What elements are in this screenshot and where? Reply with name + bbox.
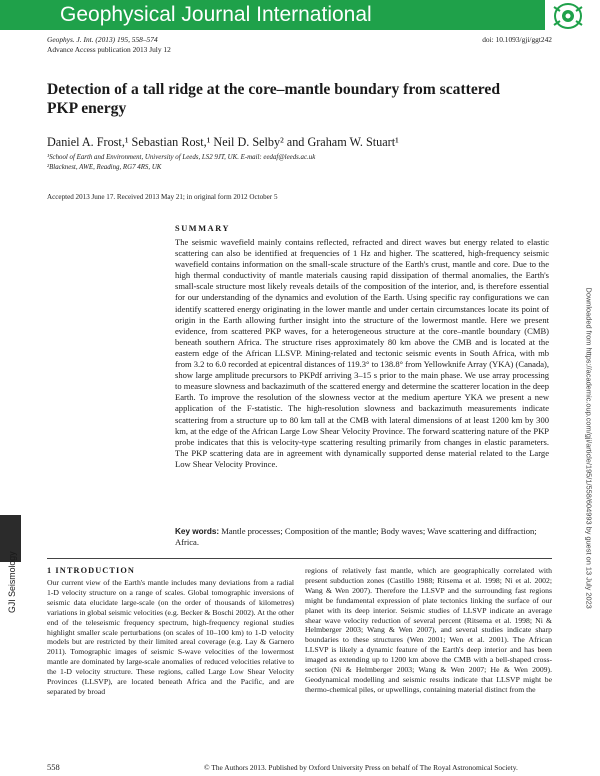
affiliation-1: ¹School of Earth and Environment, University of Leeds, LS2 9JT, UK. E-mail: eedaf@leeds.ac.uk (47, 154, 316, 161)
summary-heading: SUMMARY (175, 224, 231, 233)
journal-banner (0, 0, 545, 30)
doi-link[interactable]: doi: 10.1093/gji/ggt242 (482, 35, 552, 44)
journal-title: Geophysical Journal International (60, 3, 372, 26)
section-divider (47, 558, 552, 559)
article-title: Detection of a tall ridge at the core–mantle boundary from scattered PKP energy (47, 81, 500, 117)
copyright-line: © The Authors 2013. Published by Oxford University Press on behalf of The Royal Astronomical Society. (204, 763, 518, 772)
advance-access-line: Advance Access publication 2013 July 12 (47, 45, 171, 54)
author-list: Daniel A. Frost,¹ Sebastian Rost,¹ Neil D. Selby² and Graham W. Stuart¹ (47, 135, 399, 149)
keywords-label: Key words: (175, 527, 220, 536)
citation-line: Geophys. J. Int. (2013) 195, 558–574 (47, 35, 158, 44)
download-note: Downloaded from https://academic.oup.com/gji/article/195/1/558/604993 by guest on 13 July 2023 (584, 287, 594, 609)
citation-block (47, 35, 171, 55)
intro-column-left: Our current view of the Earth's mantle includes many deviations from a radial 1-D velocity structure on a range of scales. Global tomographic inversions of seismic data elucidate large-scale (on the order of thousands of kilometres) variations in global seismic velocities (e.g. Becker & Boschi 2002). At the other end of the teleseismic frequency spectrum, high-frequency regional studies highlight smaller scale perturbations (on scales of 10–100 km) to 1-D velocity models but are restricted by their limited areal coverage (e.g. Lay & Garnero 2011). Tomographic images of seismic S-wave velocities of the lowermost mantle are dominated by large-scale anomalies of reduced velocities relative to the 1-D velocity structure. These regions, called Large Low Shear Velocity Provinces (LLSVP), are located beneath Africa and the Pacific, and are separated by broad (47, 578, 294, 696)
intro-heading: 1 INTRODUCTION (47, 566, 136, 575)
keywords-text: Mantle processes; Composition of the mantle; Body waves; Wave scattering and diffraction; Africa. (175, 526, 537, 548)
section-label: GJI Seismology (7, 551, 17, 613)
summary-text: The seismic wavefield mainly contains reflected, refracted and direct waves but energy related to elastic scattering can also be identified at frequencies of 1 Hz and higher. The scattered, high-frequency seismic wavefield contains information on the small-scale structure of the Earth's crust, mantle and core. Due to the high thermal conductivity of mantle materials causing rapid dissipation of thermal anomalies, the Earth's small-scale structure most likely reveals details of the composition of the interior, and, is therefore essential for our understanding of the dynamics and evolution of the Earth. Using specific ray configurations we can identify scattered energy originating in the lower mantle and under certain circumstances locate its point of origin in the Earth allowing further insight into the structure of the lowermost mantle. Here we present evidence, from scattered PKP waves, for a heterogeneous structure at the core–mantle boundary (CMB) beneath southern Africa. The structure rises approximately 80 km above the CMB and is located at the eastern edge of the African LLSVP. Mining-related and tectonic seismic events in South Africa, with mb from 3.2 to 6.0 recorded at epicentral distances of 119.3° to 138.8° from Yellowknife Array (YKA) (Canada), show large amplitude precursors to PKPdf arriving 3–15 s prior to the main phase. We use array processing to measure slowness and backazimuth of the scattered energy and determine the scatterer location in the deep Earth. To improve the resolution of the slowness vector at the medium aperture YKA we present a new application of the F-statistic. The high-resolution slowness and backazimuth measurements indicate scattering from a structure up to 80 km tall at the CMB with lateral dimensions of at least 1200 km by 300 km, at the edge of the African Large Low Shear Velocity Province. The forward scattering nature of the PKP probe indicates that this is velocity-type scattering resulting primarily from changes in elastic parameters. The PKP scattering data are in agreement with dynamically supported dense material related to the Large Low Shear Velocity Province. (175, 237, 549, 469)
affiliations (47, 153, 315, 172)
society-crest-icon (548, 1, 588, 31)
keywords (175, 526, 549, 548)
affiliation-2: ²Blacknest, AWE, Reading, RG7 4RS, UK (47, 163, 162, 171)
intro-column-right: regions of relatively fast mantle, which are geographically correlated with present subduction zones (Castillo 1988; Ritsema et al. 1998; Ni et al. 2002; Wang & Wen 2007). Therefore the LLSVP and the surrounding fast regions might be fundamental expression of plate tectonics linking the surface of our planet with its deep interior. Seismic studies of LLSVP indicate an average shear wave velocity reduction of several percent (Ritsema et al. 1998; Ni & Helmberger 2003; Wang & Wen 2007), and several studies indicate sharp boundaries to these structures (Wen 2001; Wen et al. 2001). The African LLSVP is likely a dynamic feature of the Earth's deep interior and has been imaged as extending up to 1200 km above the CMB with a bell-shaped cross-section (Ni & Helmberger 2003; Wang & Wen 2007; He & Wen 2009). Geodynamical modelling and seismic results indicate that LLSVP might be thermo-chemical piles, or upwellings, containing material distinct from the (305, 566, 552, 694)
page-number: 558 (47, 762, 60, 772)
accepted-dates: Accepted 2013 June 17. Received 2013 May 21; in original form 2012 October 5 (47, 193, 278, 201)
